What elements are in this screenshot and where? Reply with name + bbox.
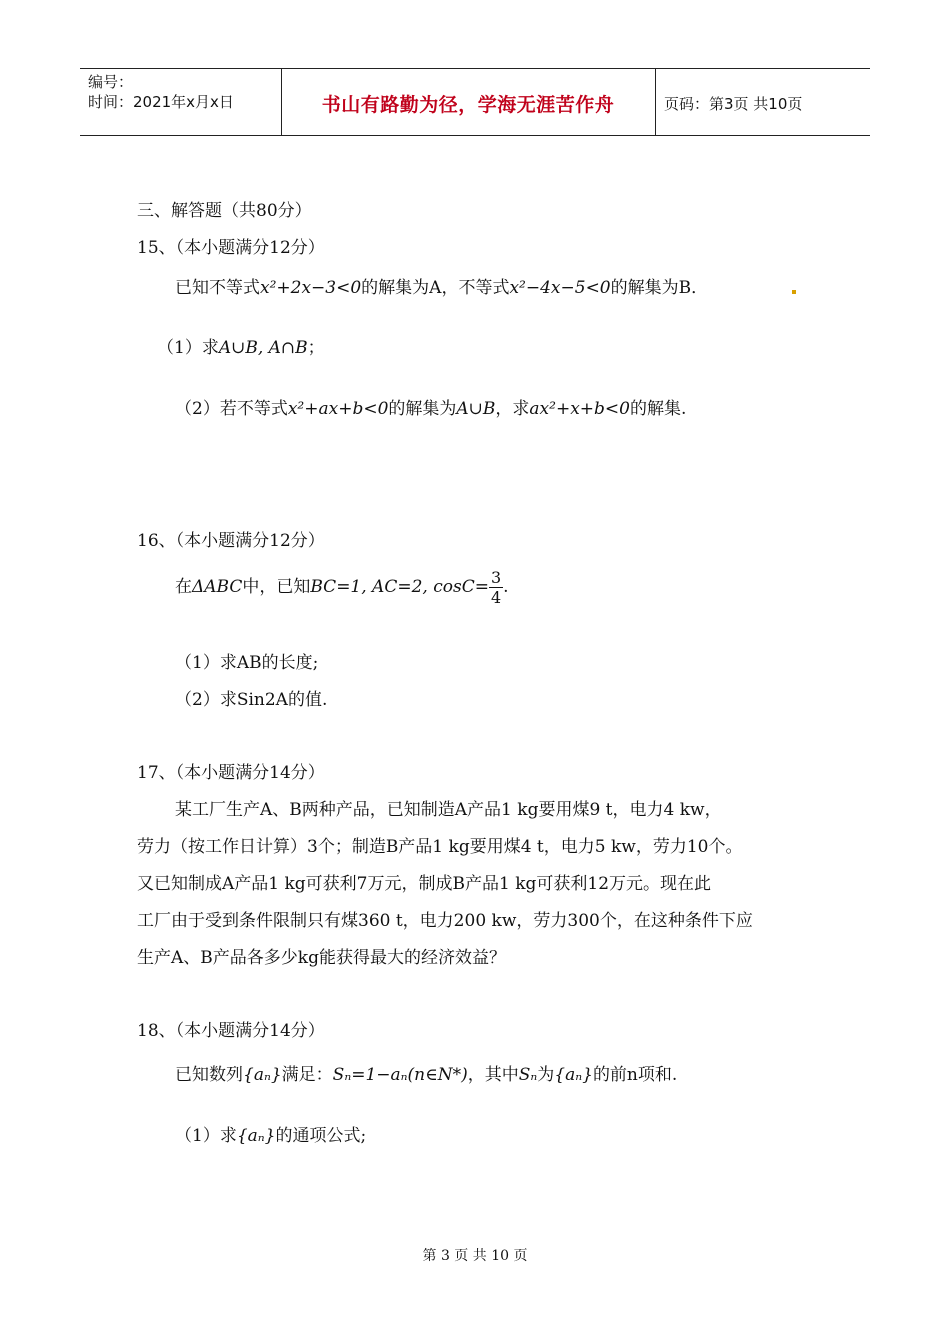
header-motto: 书山有路勤为径，学海无涯苦作舟 (321, 94, 615, 116)
q17-line: 生产A、B产品各多少kg能获得最大的经济效益？ (137, 948, 506, 968)
q16-stem-pre: 在 (175, 577, 192, 597)
number-label: 编号： (88, 73, 134, 91)
q16-stem-post: . (503, 577, 509, 597)
q15-part2-math3: ax²+x+b<0 (529, 399, 630, 419)
q18-part1-post: 的通项公式; (275, 1126, 367, 1146)
q18-stem-pre: 已知数列 (175, 1065, 243, 1085)
q16-frac-num: 3 (490, 568, 502, 587)
time-label: 时间：2021年x月x日 (88, 93, 234, 111)
q15-inequality-2: x²−4x−5<0 (509, 278, 611, 298)
q15-stem-pre: 已知不等式 (175, 278, 260, 298)
q15-part1-math: A∪B, A∩B (218, 338, 308, 358)
page-footer: 第 3 页 共 10 页 (422, 1248, 528, 1264)
q16-stem (175, 568, 509, 607)
q15-part2-mid: 的解集为 (388, 399, 457, 419)
section-title: 三、解答题（共80分） (137, 201, 312, 221)
q18-title: 18、（本小题满分14分） (137, 1021, 325, 1041)
q18-stem-mid: 满足： (281, 1065, 333, 1085)
q16-part1: （1）求AB的长度; (175, 653, 319, 673)
q16-triangle: ΔABC (192, 577, 243, 597)
q17-title: 17、（本小题满分14分） (137, 763, 325, 783)
q15-stem-mid: 的解集为A，不等式 (361, 278, 510, 298)
q15-part2-mid2: ，求 (495, 399, 530, 419)
q17-line: 劳力（按工作日计算）3个；制造B产品1 kg要用煤4 t，电力5 kw，劳力10个。 (137, 837, 743, 857)
q15-part2-post: 的解集. (629, 399, 687, 419)
stray-mark (792, 290, 796, 294)
q18-stem-mid3: 为 (537, 1065, 555, 1085)
q18-part1 (175, 1121, 366, 1146)
q16-given: BC=1, AC=2, cosC= (310, 577, 489, 597)
q15-title: 15、（本小题满分12分） (137, 238, 325, 258)
q18-sequence-2: {aₙ} (554, 1065, 593, 1085)
header-page-info: 页码：第3页 共10页 (664, 95, 803, 113)
q16-title: 16、（本小题满分12分） (137, 531, 325, 551)
q15-stem-post: 的解集为B． (610, 278, 709, 298)
q18-stem (175, 1060, 677, 1085)
q16-frac-den: 4 (490, 588, 502, 607)
header-bottom-rule (80, 135, 870, 136)
q18-condition: Sₙ=1−aₙ(n∈N*) (332, 1065, 468, 1085)
q17-line: 某工厂生产A、B两种产品，已知制造A产品1 kg要用煤9 t，电力4 kw， (175, 800, 722, 820)
q16-part2: （2）求Sin2A的值. (175, 690, 328, 710)
q15-part2 (175, 394, 686, 419)
header-divider-right (655, 68, 656, 136)
q15-part2-pre: （2）若不等式 (175, 399, 288, 419)
q18-part1-pre: （1）求 (175, 1126, 237, 1146)
q18-stem-post: 的前n项和. (592, 1065, 678, 1085)
q15-part2-math2: A∪B (456, 399, 496, 419)
q18-part1-seq: {aₙ} (236, 1126, 276, 1146)
header-top-rule (80, 68, 870, 69)
q15-part1-post: ； (307, 338, 325, 358)
q18-sequence: {aₙ} (243, 1065, 282, 1085)
q15-inequality-1: x²+2x−3<0 (260, 278, 362, 298)
q15-part2-math1: x²+ax+b<0 (287, 399, 389, 419)
q16-stem-mid: 中，已知 (242, 577, 311, 597)
q15-stem (175, 273, 708, 298)
q18-sn: Sₙ (518, 1065, 538, 1085)
q16-fraction (489, 568, 503, 607)
q18-stem-mid2: ，其中 (467, 1065, 519, 1085)
q15-part1-pre: （1）求 (157, 338, 219, 358)
q17-line: 工厂由于受到条件限制只有煤360 t，电力200 kw，劳力300个，在这种条件下应 (137, 911, 753, 931)
header-left-cell (88, 72, 234, 112)
q17-line: 又已知制成A产品1 kg可获利7万元，制成B产品1 kg可获利12万元。现在此 (137, 874, 712, 894)
q15-part1 (157, 333, 325, 358)
